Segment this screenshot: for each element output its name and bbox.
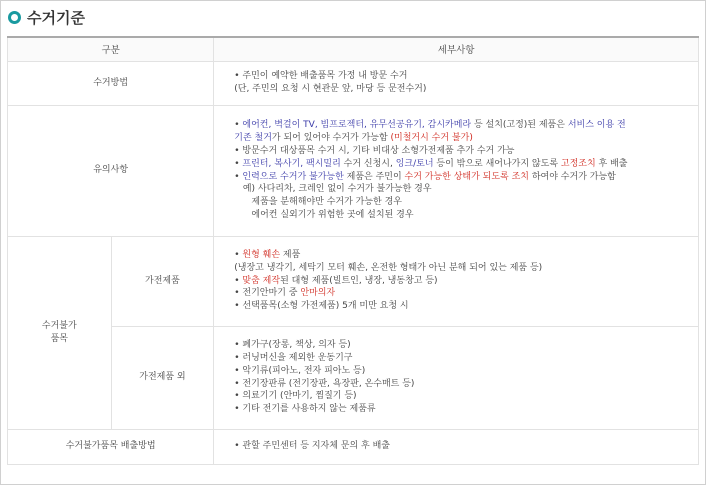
highlight-blue: 기존 철거 bbox=[234, 133, 272, 144]
notes-line bbox=[234, 119, 698, 132]
page-title: 수거기준 bbox=[27, 8, 85, 27]
row-content-notes bbox=[214, 105, 699, 236]
highlight-blue: 서비스 이용 전 bbox=[567, 120, 626, 131]
method-line: • 주민이 예약한 배출품목 가정 내 방문 수거 bbox=[234, 71, 408, 82]
row-label-notes: 유의사항 bbox=[8, 105, 214, 236]
notes-line bbox=[234, 171, 698, 184]
row-content-appliances bbox=[214, 236, 699, 326]
highlight-blue: 에어컨, 벽걸이 TV, 빔프로젝터, 유무선공유기, 감시카메라 bbox=[242, 120, 472, 131]
highlight-blue: 잉크/토너 bbox=[395, 158, 434, 169]
non-appliances-line: • 러닝머신을 제외한 운동기구 bbox=[234, 352, 353, 363]
notes-line: • 방문수거 대상품목 수거 시, 기타 비대상 소형가전제품 추가 수거 가능 bbox=[234, 145, 515, 156]
notes-line bbox=[234, 132, 698, 145]
row-content-method bbox=[214, 61, 699, 105]
text-span: 제품은 주민이 bbox=[343, 171, 405, 182]
notes-line: 제품을 분해해야만 수거가 가능한 경우 bbox=[234, 197, 402, 208]
table-row-disposal bbox=[8, 429, 699, 464]
text-span: • bbox=[234, 250, 243, 260]
notes-line: 에어컨 실외기가 위험한 곳에 설치된 경우 bbox=[234, 209, 414, 220]
appliances-line bbox=[234, 275, 698, 288]
non-appliances-line: • 기타 전기를 사용하지 않는 제품류 bbox=[234, 404, 376, 415]
highlight-red: 원형 훼손 bbox=[242, 250, 281, 260]
non-appliances-line: • 전기장판류 (전기장판, 욕장판, 온수매트 등) bbox=[234, 378, 415, 389]
row-label-method: 수거방법 bbox=[8, 61, 214, 105]
table-row-non-appliances bbox=[8, 326, 699, 429]
highlight-red: 수거 가능한 상태가 되도록 조치 bbox=[404, 171, 529, 182]
text-span: • bbox=[234, 275, 243, 286]
highlight-blue: 프린터, 복사기, 팩시밀리 bbox=[242, 158, 341, 169]
collection-criteria-table bbox=[7, 36, 699, 465]
table-header-row bbox=[8, 37, 699, 61]
appliances-line: (냉장고 냉각기, 세탁기 모터 훼손, 온전한 형태가 아닌 분해 되어 있는 제품 등) bbox=[234, 262, 543, 273]
text-span: 등 설치(고정)된 제품은 bbox=[471, 120, 568, 131]
circle-bullet-icon bbox=[8, 11, 21, 24]
text-span: • bbox=[234, 158, 243, 169]
row-label-impossible bbox=[8, 236, 112, 429]
table-row-appliances bbox=[8, 236, 699, 326]
appliances-line bbox=[234, 287, 698, 300]
text-span: 된 대형 제품(빌트인, 냉장, 냉동창고 등) bbox=[280, 275, 438, 286]
section-title bbox=[8, 6, 85, 28]
non-appliances-line: • 의료기기 (안마기, 찜질기 등) bbox=[234, 391, 357, 402]
row-label-appliances: 가전제품 bbox=[111, 236, 214, 326]
table-row-notes bbox=[8, 105, 699, 236]
header-details: 세부사항 bbox=[214, 37, 699, 61]
non-appliances-line: • 폐가구(장롱, 책상, 의자 등) bbox=[234, 340, 351, 351]
table-row-method bbox=[8, 61, 699, 105]
text-span: 가 되어 있어야 수거가 가능함 bbox=[271, 133, 391, 144]
highlight-red: 맞춤 제작 bbox=[242, 275, 281, 286]
method-line: (단, 주민의 요청 시 현관문 앞, 마당 등 문전수거) bbox=[234, 84, 427, 94]
row-label-non-appliances: 가전제품 외 bbox=[111, 326, 214, 429]
text-span: 후 배출 bbox=[595, 158, 628, 169]
highlight-red: 고정조치 bbox=[560, 158, 596, 169]
text-span: • bbox=[234, 120, 243, 131]
text-span: 제품 bbox=[280, 250, 301, 260]
text-span: 등이 밖으로 새어나가지 않도록 bbox=[433, 158, 561, 169]
non-appliances-line: • 악기류(피아노, 전자 피아노 등) bbox=[234, 365, 366, 376]
highlight-blue: 인력으로 수거가 불가능한 bbox=[242, 171, 344, 182]
notes-line bbox=[234, 158, 698, 171]
appliances-line bbox=[234, 249, 698, 262]
impossible-label-line: 품목 bbox=[50, 333, 68, 344]
highlight-red: 안마의자 bbox=[300, 288, 336, 299]
text-span: • 전기안마기 중 bbox=[234, 288, 301, 299]
text-span: 하여야 수거가 가능함 bbox=[529, 171, 616, 182]
highlight-red: (미철거시 수거 불가) bbox=[390, 133, 473, 144]
row-content-non-appliances bbox=[214, 326, 699, 429]
impossible-label-line: 수거불가 bbox=[41, 320, 77, 331]
text-span: 수거 신청시, bbox=[340, 158, 396, 169]
row-label-disposal: 수거불가품목 배출방법 bbox=[8, 429, 214, 464]
notes-line: 예) 사다리차, 크레인 없이 수거가 불가능한 경우 bbox=[234, 184, 432, 195]
header-category: 구분 bbox=[8, 37, 214, 61]
appliances-line: • 선택품목(소형 가전제품) 5개 미만 요청 시 bbox=[234, 301, 409, 312]
row-content-disposal: • 관할 주민센터 등 지자체 문의 후 배출 bbox=[214, 429, 699, 464]
text-span: • bbox=[234, 171, 243, 182]
